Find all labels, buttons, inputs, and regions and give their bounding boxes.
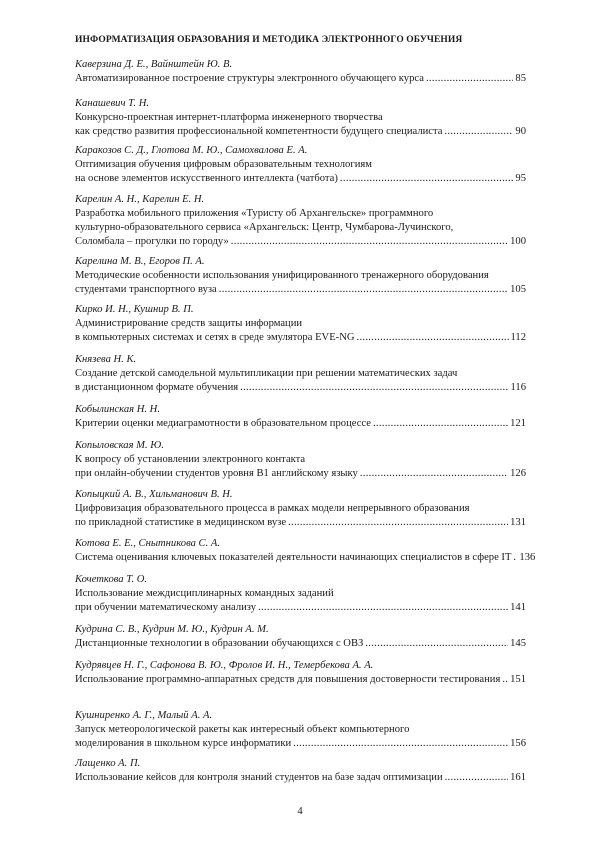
dot-leader [365, 637, 508, 651]
entry-title-line [75, 331, 526, 345]
entry-title-text: при онлайн-обучении студентов уровня B1 английскому языку [75, 468, 358, 479]
dot-leader [426, 72, 513, 86]
entry-title-line: Разработка мобильного приложения «Туристу об Архангельске» программного [75, 208, 434, 219]
entry-title-text: на основе элементов искусственного интеллекта (чатбота) [75, 173, 338, 184]
entry-authors: Канашевич Т. Н. [75, 98, 150, 109]
toc-entry [75, 757, 526, 785]
entry-authors: Кобылинская Н. Н. [75, 404, 160, 415]
entry-title-line: Конкурсно-проектная интернет-платформа инженерного творчества [75, 112, 383, 123]
section-title: ИНФОРМАТИЗАЦИЯ ОБРАЗОВАНИЯ И МЕТОДИКА ЭЛЕКТРОННОГО ОБУЧЕНИЯ [75, 35, 463, 45]
entry-authors: Князева Н. К. [75, 354, 137, 365]
entry-title-line [75, 551, 536, 565]
toc-entry [75, 623, 526, 651]
toc-entry [75, 537, 536, 565]
entry-title-line [75, 381, 526, 395]
entry-title-line: Администрирование средств защиты информации [75, 318, 303, 329]
entry-title-line [75, 601, 526, 615]
entry-title-line: культурно-образовательного сервиса «Архангельск: Центр, Чумбарова-Лучинского, [75, 222, 454, 233]
entry-title-text: Использование кейсов для контроля знаний студентов на базе задач оптимизации [75, 772, 443, 783]
dot-leader [360, 467, 508, 481]
entry-page-number: 85 [515, 73, 526, 84]
dot-leader [513, 551, 517, 565]
entry-page-number: 136 [519, 552, 536, 563]
entry-title-text: Система оценивания ключевых показателей деятельности начинающих специалистов в сфере IT [75, 552, 512, 563]
toc-entry [75, 144, 526, 186]
entry-title-line [75, 637, 526, 651]
entry-authors: Каверзина Д. Е., Вайнштейн Ю. В. [75, 59, 233, 70]
entry-title-text: Критерии оценки медиаграмотности в образовательном процессе [75, 418, 371, 429]
entry-page-number: 116 [510, 382, 526, 393]
entry-title-text: Дистанционные технологии в образовании обучающихся с ОВЗ [75, 638, 364, 649]
dot-leader [357, 331, 509, 345]
dot-leader [258, 601, 508, 615]
entry-title-line [75, 125, 526, 139]
entry-page-number: 161 [510, 772, 526, 783]
entry-title-text: Соломбала – прогулки по городу» [75, 236, 229, 247]
entry-title-line: Оптимизация обучения цифровым образовательным технологиям [75, 159, 372, 170]
entry-title-line [75, 771, 526, 785]
entry-authors: Кочеткова Т. О. [75, 574, 148, 585]
toc-entry [75, 403, 526, 431]
toc-entry [75, 58, 526, 86]
dot-leader [502, 673, 508, 687]
toc-entry [75, 573, 526, 615]
entry-page-number: 105 [510, 284, 526, 295]
entry-title-line [75, 737, 526, 751]
toc-entry [75, 439, 526, 481]
dot-leader [293, 737, 508, 751]
dot-leader [340, 172, 513, 186]
entry-page-number: 145 [510, 638, 526, 649]
entry-authors: Каракозов С. Д., Глотова М. Ю., Самохвалова Е. А. [75, 145, 308, 156]
entry-title-line: Запуск метеорологической ракеты как интересный объект компьютерного [75, 724, 410, 735]
toc-entry [75, 353, 526, 395]
toc-entry [75, 709, 526, 751]
dot-leader [444, 125, 513, 139]
entry-title-line [75, 235, 526, 249]
entry-title-line [75, 417, 526, 431]
entry-title-text: студентами транспортного вуза [75, 284, 217, 295]
entry-title-text: по прикладной статистике в медицинском вузе [75, 517, 287, 528]
toc-entry [75, 255, 526, 297]
entry-authors: Копыцкий А. В., Хильманович В. Н. [75, 489, 233, 500]
entry-authors: Кушниренко А. Г., Малый А. А. [75, 710, 213, 721]
entry-page-number: 95 [515, 173, 526, 184]
entry-authors: Котова Е. Е., Снытникова С. А. [75, 538, 221, 549]
entry-title-line [75, 283, 526, 297]
entry-page-number: 151 [510, 674, 526, 685]
entry-authors: Карелин А. Н., Карелин Е. Н. [75, 194, 205, 205]
dot-leader [445, 771, 509, 785]
entry-page-number: 90 [515, 126, 526, 137]
entry-page-number: 156 [510, 738, 526, 749]
toc-entry [75, 97, 526, 139]
entry-title-line [75, 673, 526, 687]
entry-title-text: в компьютерных системах и сетях в среде эмулятора EVE-NG [75, 332, 355, 343]
dot-leader [373, 417, 508, 431]
entry-title-text: при обучении математическому анализу [75, 602, 257, 613]
entry-authors: Кудрина С. В., Кудрин М. Ю., Кудрин А. М. [75, 624, 269, 635]
entry-title-line: Использование междисциплинарных командных заданий [75, 588, 334, 599]
entry-title-text: Использование программно-аппаратных средств для повышения достоверности тестирования [75, 674, 501, 685]
entry-title-line: Цифровизация образовательного процесса в рамках модели непрерывного образования [75, 503, 470, 514]
entry-title-text: в дистанционном формате обучения [75, 382, 239, 393]
entry-page-number: 100 [510, 236, 526, 247]
toc-entry [75, 659, 526, 687]
entry-title-line: Создание детской самодельной мультипликации при решении математических задач [75, 368, 458, 379]
dot-leader [231, 235, 508, 249]
entry-authors: Копыловская М. Ю. [75, 440, 164, 451]
entry-authors: Лащенко А. П. [75, 758, 141, 769]
toc-entry [75, 193, 526, 249]
entry-page-number: 126 [510, 468, 526, 479]
dot-leader [240, 381, 508, 395]
entry-page-number: 131 [510, 517, 526, 528]
entry-authors: Карелина М. В., Егоров П. А. [75, 256, 205, 267]
dot-leader [288, 516, 508, 530]
entry-title-text: Автоматизированное построение структуры электронного обучающего курса [75, 73, 424, 84]
entry-page-number: 141 [510, 602, 526, 613]
entry-title-line [75, 516, 526, 530]
entry-title-line: Методические особенности использования унифицированного тренажерного оборудования [75, 270, 489, 281]
entry-title-line: К вопросу об установлении электронного контакта [75, 454, 306, 465]
entry-title-line [75, 467, 526, 481]
entry-title-line [75, 172, 526, 186]
toc-entry [75, 303, 526, 345]
entry-authors: Кирко И. Н., Кушнир В. П. [75, 304, 194, 315]
entry-page-number: 121 [510, 418, 526, 429]
entry-title-text: моделирования в школьном курсе информатики [75, 738, 292, 749]
toc-entry [75, 488, 526, 530]
dot-leader [219, 283, 508, 297]
entry-page-number: 112 [510, 332, 526, 343]
entry-title-line [75, 72, 526, 86]
entry-authors: Кудрявцев Н. Г., Сафонова В. Ю., Фролов И. Н., Темербекова А. А. [75, 660, 374, 671]
page-number: 4 [297, 806, 303, 817]
entry-title-text: как средство развития профессиональной компетентности будущего специалиста [75, 126, 443, 137]
